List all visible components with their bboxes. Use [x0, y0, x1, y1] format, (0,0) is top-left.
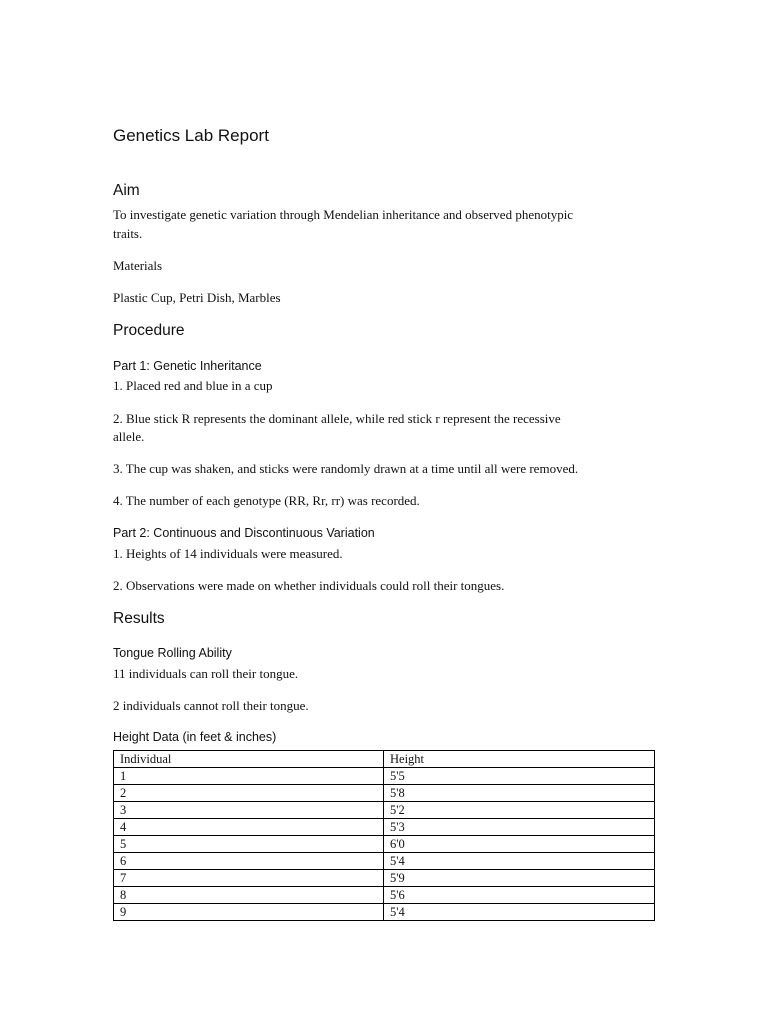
- height-table-caption: Height Data (in feet & inches): [113, 730, 277, 744]
- cell-individual: 7: [114, 870, 384, 887]
- cell-height: 5'4: [384, 904, 655, 921]
- cell-individual: 6: [114, 853, 384, 870]
- tongue-heading: Tongue Rolling Ability: [113, 646, 232, 660]
- header-height: Height: [384, 751, 655, 768]
- part2-step-2: 2. Observations were made on whether individuals could roll their tongues.: [113, 578, 505, 593]
- part1-step-4: 4. The number of each genotype (RR, Rr, rr) was recorded.: [113, 493, 420, 508]
- height-table: [113, 750, 655, 921]
- cell-individual: 4: [114, 819, 384, 836]
- header-individual: Individual: [114, 751, 384, 768]
- cell-individual: 2: [114, 785, 384, 802]
- aim-text-line-1: To investigate genetic variation through Mendelian inheritance and observed phenotypic: [113, 207, 574, 222]
- table-row: [114, 870, 655, 887]
- table-row: [114, 802, 655, 819]
- cell-height: 5'8: [384, 785, 655, 802]
- part1-step-1: 1. Placed red and blue in a cup: [113, 378, 273, 393]
- cell-height: 5'9: [384, 870, 655, 887]
- cell-height: 6'0: [384, 836, 655, 853]
- procedure-heading: Procedure: [113, 322, 185, 339]
- part2-heading: Part 2: Continuous and Discontinuous Variation: [113, 526, 375, 540]
- cell-individual: 9: [114, 904, 384, 921]
- cell-individual: 8: [114, 887, 384, 904]
- aim-heading: Aim: [113, 182, 140, 199]
- part2-step-1: 1. Heights of 14 individuals were measured.: [113, 546, 343, 561]
- cell-height: 5'2: [384, 802, 655, 819]
- results-heading: Results: [113, 610, 165, 627]
- table-row: [114, 819, 655, 836]
- tongue-can-text: 11 individuals can roll their tongue.: [113, 666, 299, 681]
- tongue-cannot-text: 2 individuals cannot roll their tongue.: [113, 698, 309, 713]
- cell-height: 5'4: [384, 853, 655, 870]
- materials-heading: Materials: [113, 258, 163, 273]
- part1-step-3: 3. The cup was shaken, and sticks were randomly drawn at a time until all were removed.: [113, 461, 579, 476]
- table-row: [114, 768, 655, 785]
- table-row: [114, 904, 655, 921]
- cell-individual: 3: [114, 802, 384, 819]
- table-header-row: [114, 751, 655, 768]
- cell-height: 5'6: [384, 887, 655, 904]
- part1-step-2-line-1: 2. Blue stick R represents the dominant allele, while red stick r represent the recessive: [113, 411, 561, 426]
- aim-text-line-2: traits.: [113, 226, 143, 241]
- part1-heading: Part 1: Genetic Inheritance: [113, 359, 262, 373]
- table-row: [114, 887, 655, 904]
- document-title: Genetics Lab Report: [113, 126, 269, 145]
- cell-individual: 5: [114, 836, 384, 853]
- cell-height: 5'5: [384, 768, 655, 785]
- cell-individual: 1: [114, 768, 384, 785]
- part1-step-2-line-2: allele.: [113, 429, 145, 444]
- table-row: [114, 785, 655, 802]
- table-row: [114, 853, 655, 870]
- cell-height: 5'3: [384, 819, 655, 836]
- table-row: [114, 836, 655, 853]
- materials-list: Plastic Cup, Petri Dish, Marbles: [113, 290, 281, 305]
